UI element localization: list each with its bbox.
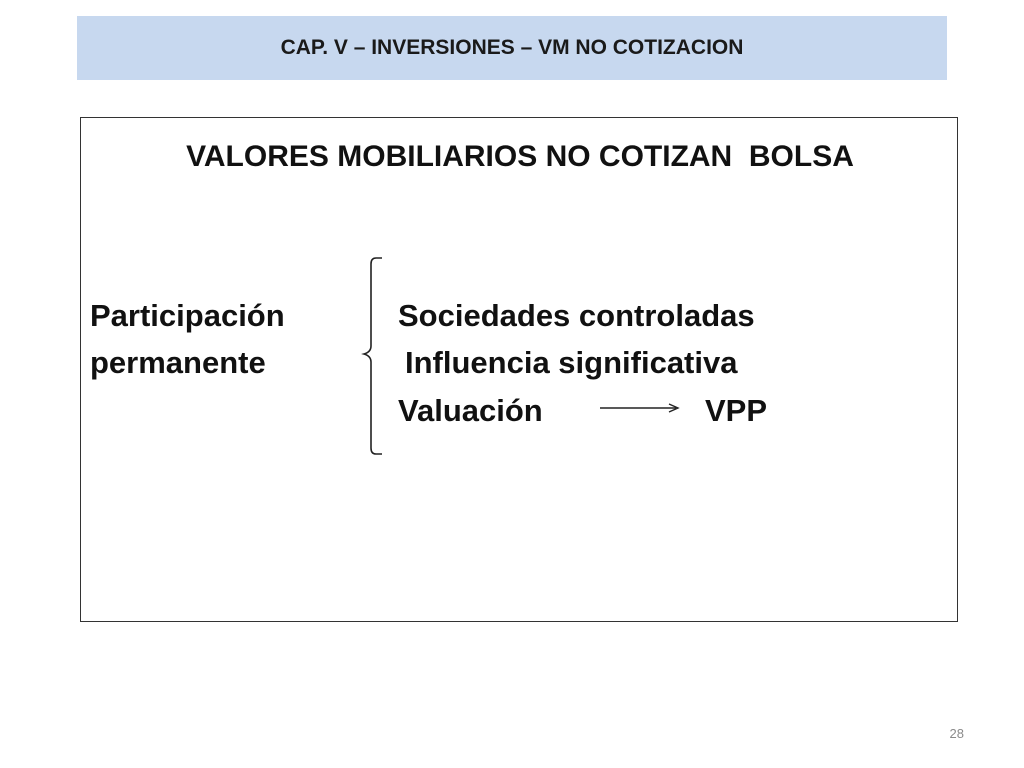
page-number: 28 [949, 726, 964, 741]
right-item-vpp: VPP [705, 393, 768, 428]
slide-title: CAP. V – INVERSIONES – VM NO COTIZACION [280, 36, 744, 59]
content-heading: VALORES MOBILIARIOS NO COTIZAN BOLSA [186, 140, 854, 173]
right-item-influencia: Influencia significativa [405, 345, 738, 380]
right-item-valuacion: Valuación [398, 393, 543, 428]
bracket-icon [360, 250, 400, 462]
right-item-sociedades: Sociedades controladas [398, 298, 755, 333]
left-label-line-1: Participación [90, 298, 285, 333]
header-bar [77, 16, 947, 80]
left-label-line-2: permanente [90, 345, 266, 380]
arrow-right-icon [598, 398, 684, 418]
